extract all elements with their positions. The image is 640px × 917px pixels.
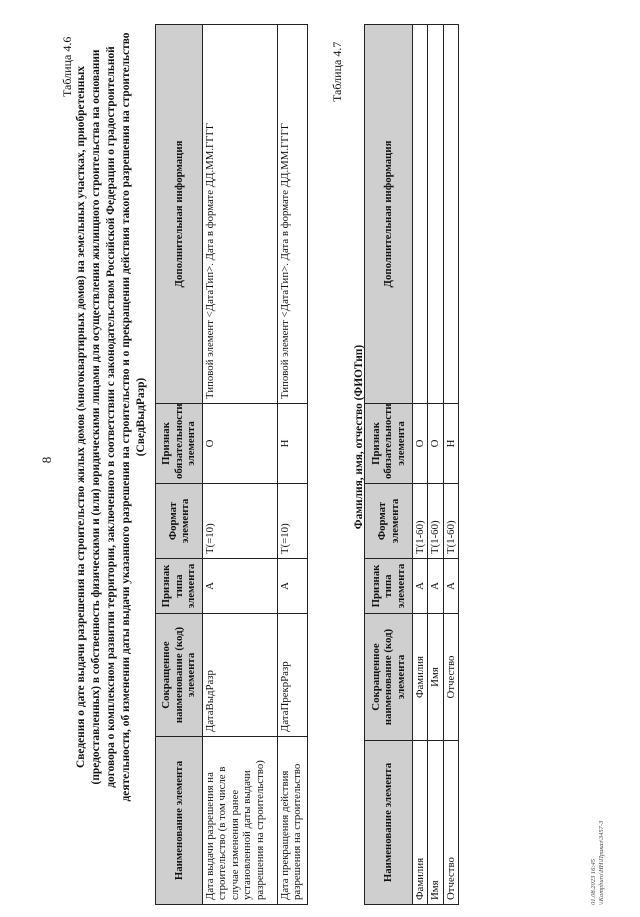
cell-additional-info: Типовой элемент <ДатаТип>. Дата в формате ДД.ММ.ГГГГ	[278, 25, 308, 404]
file-path-note: \\Kompburo\НН\Приказ\3457-3	[598, 820, 605, 905]
table-4-7-label: Таблица 4.7	[330, 41, 344, 102]
cell-format: T(1-60)	[413, 484, 428, 559]
table-4-6-label: Таблица 4.6	[60, 36, 74, 97]
table-row	[443, 25, 458, 905]
table-4-6	[155, 24, 308, 905]
cell-required: О	[413, 404, 428, 484]
cell-format: T(=10)	[278, 484, 308, 559]
cell-format: T(1-60)	[428, 484, 443, 559]
table-header-row	[156, 25, 203, 905]
header-additional-info: Дополнительная информация	[365, 25, 413, 404]
table-header-row	[365, 25, 413, 905]
cell-format: T(=10)	[203, 484, 278, 559]
table-4-7	[364, 24, 459, 905]
cell-required: Н	[278, 404, 308, 484]
page-number: 8	[39, 456, 54, 464]
header-type-flag: Признак типа элемента	[156, 559, 203, 614]
print-timestamp: 01.08.2023 16:45	[590, 858, 597, 905]
table-row	[413, 25, 428, 905]
cell-type: А	[443, 559, 458, 614]
cell-type: А	[428, 559, 443, 614]
cell-type: А	[413, 559, 428, 614]
cell-code: ДатаВыдРазр	[203, 614, 278, 737]
table-row	[428, 25, 443, 905]
header-format: Формат элемента	[365, 484, 413, 559]
table-row	[203, 25, 278, 905]
cell-code: Фамилия	[413, 614, 428, 741]
cell-format: T(1-60)	[443, 484, 458, 559]
cell-type: А	[278, 559, 308, 614]
table-row	[278, 25, 308, 905]
cell-element-name: Фамилия	[413, 741, 428, 905]
cell-additional-info	[443, 25, 458, 404]
header-element-name: Наименование элемента	[156, 737, 203, 905]
cell-type: А	[203, 559, 278, 614]
cell-element-name: Дата прекращения действия разрешения на строительство	[278, 737, 308, 905]
header-format: Формат элемента	[156, 484, 203, 559]
cell-element-name: Отчество	[443, 741, 458, 905]
cell-element-name: Имя	[428, 741, 443, 905]
cell-required: О	[428, 404, 443, 484]
cell-required: О	[203, 404, 278, 484]
header-element-name: Наименование элемента	[365, 741, 413, 905]
header-short-code: Сокращенное наименование (код) элемента	[156, 614, 203, 737]
cell-element-name: Дата выдачи разрешения на строительство (в том числе в случае изменения ранее установленной даты выдачи разрешения на строительство)	[203, 737, 278, 905]
header-additional-info: Дополнительная информация	[156, 25, 203, 404]
cell-additional-info	[413, 25, 428, 404]
header-required-flag: Признак обязательности элемента	[156, 404, 203, 484]
cell-code: Имя	[428, 614, 443, 741]
header-type-flag: Признак типа элемента	[365, 559, 413, 614]
cell-required: Н	[443, 404, 458, 484]
cell-code: Отчество	[443, 614, 458, 741]
cell-additional-info	[428, 25, 443, 404]
cell-additional-info: Типовой элемент <ДатаТип>. Дата в формате ДД.ММ.ГГГГ	[203, 25, 278, 404]
table-4-7-heading: Фамилия, имя, отчество (ФИОТип)	[353, 344, 365, 530]
header-required-flag: Признак обязательности элемента	[365, 404, 413, 484]
header-short-code: Сокращенное наименование (код) элемента	[365, 614, 413, 741]
cell-code: ДатаПрекрРазр	[278, 614, 308, 737]
table-4-6-heading: Сведения о дате выдачи разрешения на строительство жилых домов (многоквартирных домов) на земельных участках, приобретенных (предоставленных) в собственность физическими и (или) юридическими лицами для осуществления жилищного строительства на основании договора о комплексном развитии территории, заключенного в соответствии с законодательством Российской Федерации о градостроительной деятельности, об изменении даты выдачи указанного разрешения на строительство и о прекращении действия такого разрешения на строительство (СведВыдРазр)	[75, 32, 147, 802]
